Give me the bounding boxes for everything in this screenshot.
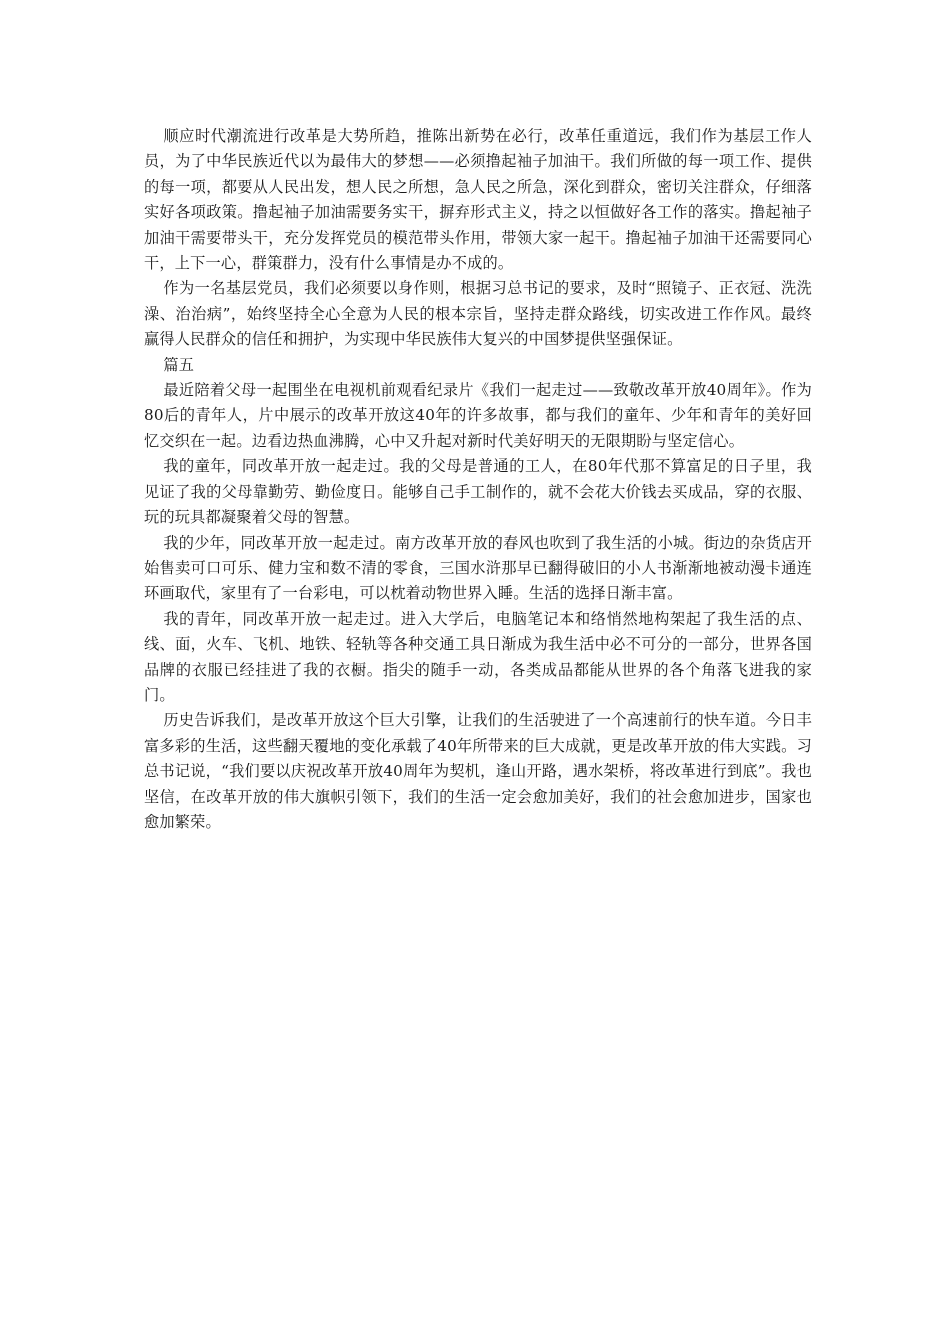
paragraph-party-member: 作为一名基层党员，我们必须要以身作则，根据习总书记的要求，及时“照镜子、正衣冠、洗洗澡、治治病”，始终坚持全心全意为人民的根本宗旨，坚持走群众路线，切实改进工作作风。最终赢得人民群众的信任和拥护，为实现中华民族伟大复兴的中国梦提供坚强保证。 xyxy=(144,279,812,349)
paragraph-youth: 我的少年，同改革开放一起走过。南方改革开放的春风也吹到了我生活的小城。街边的杂货店开始售卖可口可乐、健力宝和数不清的零食，三国水浒那早已翻得破旧的小人书渐渐地被动漫卡通连环画取代，家里有了一台彩电，可以枕着动物世界入睡。生活的选择日渐丰富。 xyxy=(144,533,812,603)
paragraph-reform-trend: 顺应时代潮流进行改革是大势所趋，推陈出新势在必行，改革任重道远，我们作为基层工作人员，为了中华民族近代以为最伟大的梦想——必须撸起袖子加油干。我们所做的每一项工作、提供的每一项，都要从人民出发，想人民之所想，急人民之所急，深化到群众，密切关注群众，仔细落实好各项政策。撸起袖子加油需要务实干，摒弃形式主义，持之以恒做好各工作的落实。撸起袖子加油干需要带头干，充分发挥党员的模范带头作用，带领大家一起干。撸起袖子加油干还需要同心干，上下一心，群策群力，没有什么事情是办不成的。 xyxy=(144,127,812,273)
paragraph-history: 历史告诉我们，是改革开放这个巨大引擎，让我们的生活驶进了一个高速前行的快车道。今日丰富多彩的生活，这些翻天覆地的变化承载了40年所带来的巨大成就，更是改革开放的伟大实践。习总书记说，“我们要以庆祝改革开放40周年为契机，逢山开路，遇水架桥，将改革进行到底”。我也坚信，在改革开放的伟大旗帜引领下，我们的生活一定会愈加美好，我们的社会愈加进步，国家也愈加繁荣。 xyxy=(144,711,812,831)
paragraph-childhood: 我的童年，同改革开放一起走过。我的父母是普通的工人，在80年代那不算富足的日子里，我见证了我的父母靠勤劳、勤俭度日。能够自己手工制作的，就不会花大价钱去买成品，穿的衣服、玩的玩具都凝聚着父母的智慧。 xyxy=(144,457,812,527)
section-heading: 篇五 xyxy=(163,355,195,374)
paragraph-young-adult: 我的青年，同改革开放一起走过。进入大学后，电脑笔记本和络悄然地构架起了我生活的点、线、面，火车、飞机、地铁、轻轨等各种交通工具日渐成为我生活中必不可分的一部分，世界各国品牌的衣服已经挂进了我的衣橱。指尖的随手一动，各类成品都能从世界的各个角落飞进我的家门。 xyxy=(144,609,812,704)
paragraph-documentary: 最近陪着父母一起围坐在电视机前观看纪录片《我们一起走过——致敬改革开放40周年》。作为80后的青年人，片中展示的改革开放这40年的许多故事，都与我们的童年、少年和青年的美好回忆交织在一起。边看边热血沸腾，心中又升起对新时代美好明天的无限期盼与坚定信心。 xyxy=(144,381,812,450)
document-body xyxy=(144,124,812,835)
